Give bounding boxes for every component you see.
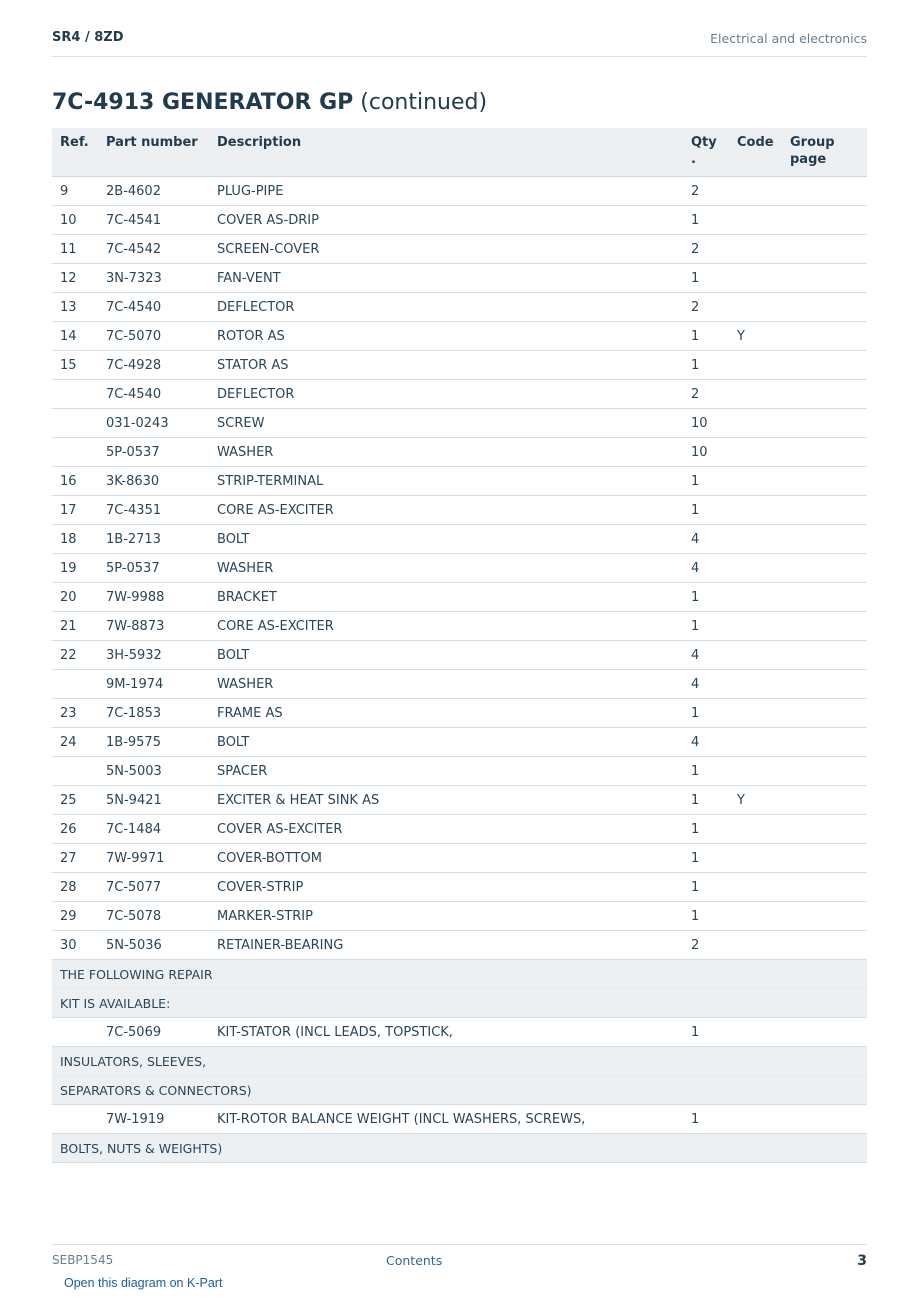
cell-group-page xyxy=(782,351,867,380)
note-row xyxy=(52,1134,867,1163)
cell-group-page xyxy=(782,728,867,757)
cell-part-number: 3N-7323 xyxy=(98,264,209,293)
cell-group-page xyxy=(782,931,867,960)
cell-qty: 1 xyxy=(683,815,729,844)
cell-group-page xyxy=(782,612,867,641)
table-row xyxy=(52,554,867,583)
cell-ref: 30 xyxy=(52,931,98,960)
cell-part-number: 7C-5077 xyxy=(98,873,209,902)
cell-code xyxy=(729,380,782,409)
cell-description: COVER AS-EXCITER xyxy=(209,815,683,844)
table-row xyxy=(52,786,867,815)
table-row xyxy=(52,757,867,786)
column-header-description: Description xyxy=(209,128,683,177)
cell-description: FAN-VENT xyxy=(209,264,683,293)
cell-group-page xyxy=(782,786,867,815)
note-text: KIT IS AVAILABLE: xyxy=(52,989,867,1018)
cell-part-number: 7W-8873 xyxy=(98,612,209,641)
cell-qty: 1 xyxy=(683,351,729,380)
table-row xyxy=(52,612,867,641)
cell-description: FRAME AS xyxy=(209,699,683,728)
cell-qty: 1 xyxy=(683,786,729,815)
cell-group-page xyxy=(782,525,867,554)
cell-qty: 1 xyxy=(683,873,729,902)
cell-part-number: 5N-5036 xyxy=(98,931,209,960)
cell-group-page xyxy=(782,583,867,612)
cell-description: COVER AS-DRIP xyxy=(209,206,683,235)
table-row xyxy=(52,1018,867,1047)
cell-description: STATOR AS xyxy=(209,351,683,380)
cell-ref xyxy=(52,380,98,409)
cell-qty: 2 xyxy=(683,931,729,960)
page-title xyxy=(52,90,487,115)
cell-code xyxy=(729,670,782,699)
table-row xyxy=(52,902,867,931)
document-number: SEBP1545 xyxy=(52,1253,114,1267)
note-text: THE FOLLOWING REPAIR xyxy=(52,960,867,989)
cell-group-page xyxy=(782,844,867,873)
cell-part-number: 7C-4540 xyxy=(98,380,209,409)
cell-group-page xyxy=(782,496,867,525)
cell-part-number: 3H-5932 xyxy=(98,641,209,670)
table-row xyxy=(52,177,867,206)
cell-part-number: 5P-0537 xyxy=(98,554,209,583)
cell-code xyxy=(729,844,782,873)
cell-code xyxy=(729,931,782,960)
cell-code xyxy=(729,699,782,728)
cell-description: STRIP-TERMINAL xyxy=(209,467,683,496)
cell-code xyxy=(729,206,782,235)
cell-part-number: 7C-4928 xyxy=(98,351,209,380)
note-text: BOLTS, NUTS & WEIGHTS) xyxy=(52,1134,867,1163)
cell-description: WASHER xyxy=(209,438,683,467)
cell-code: Y xyxy=(729,786,782,815)
cell-qty: 2 xyxy=(683,293,729,322)
cell-part-number: 5P-0537 xyxy=(98,438,209,467)
cell-description: ROTOR AS xyxy=(209,322,683,351)
section-name: Electrical and electronics xyxy=(710,31,867,46)
cell-qty: 1 xyxy=(683,1018,729,1047)
cell-description: KIT-STATOR (INCL LEADS, TOPSTICK, xyxy=(209,1018,683,1047)
cell-qty: 10 xyxy=(683,409,729,438)
table-row xyxy=(52,380,867,409)
cell-code xyxy=(729,757,782,786)
cell-qty: 2 xyxy=(683,235,729,264)
cell-ref: 19 xyxy=(52,554,98,583)
table-row xyxy=(52,641,867,670)
cell-description: MARKER-STRIP xyxy=(209,902,683,931)
note-row xyxy=(52,1076,867,1105)
cell-qty: 4 xyxy=(683,670,729,699)
cell-code xyxy=(729,525,782,554)
note-row xyxy=(52,960,867,989)
column-header-qty: Qty . xyxy=(683,128,729,177)
cell-code xyxy=(729,873,782,902)
cell-qty: 1 xyxy=(683,757,729,786)
cell-part-number: 7C-4541 xyxy=(98,206,209,235)
cell-description: COVER-BOTTOM xyxy=(209,844,683,873)
table-row xyxy=(52,322,867,351)
cell-part-number: 2B-4602 xyxy=(98,177,209,206)
cell-group-page xyxy=(782,1018,867,1047)
cell-group-page xyxy=(782,902,867,931)
table-row xyxy=(52,467,867,496)
cell-description: BOLT xyxy=(209,525,683,554)
cell-qty: 1 xyxy=(683,264,729,293)
parts-table-body xyxy=(52,177,867,960)
cell-qty: 1 xyxy=(683,496,729,525)
cell-qty: 4 xyxy=(683,641,729,670)
column-header-code: Code xyxy=(729,128,782,177)
cell-ref: 26 xyxy=(52,815,98,844)
table-header-row xyxy=(52,128,867,177)
cell-part-number: 7C-5078 xyxy=(98,902,209,931)
table-row xyxy=(52,931,867,960)
cell-ref xyxy=(52,1105,98,1134)
cell-part-number: 7C-4351 xyxy=(98,496,209,525)
model-label: SR4 / 8ZD xyxy=(52,30,124,45)
table-row xyxy=(52,873,867,902)
table-row xyxy=(52,409,867,438)
cell-description: KIT-ROTOR BALANCE WEIGHT (INCL WASHERS, SCREWS, xyxy=(209,1105,683,1134)
cell-code xyxy=(729,264,782,293)
column-header-part-number: Part number xyxy=(98,128,209,177)
cell-qty: 4 xyxy=(683,554,729,583)
cell-part-number: 3K-8630 xyxy=(98,467,209,496)
table-row xyxy=(52,844,867,873)
cell-group-page xyxy=(782,467,867,496)
table-row xyxy=(52,206,867,235)
cell-ref xyxy=(52,757,98,786)
cell-code xyxy=(729,467,782,496)
cell-part-number: 7W-1919 xyxy=(98,1105,209,1134)
cell-part-number: 7C-5069 xyxy=(98,1018,209,1047)
cell-description: RETAINER-BEARING xyxy=(209,931,683,960)
table-row xyxy=(52,728,867,757)
title-suffix: (continued) xyxy=(360,90,488,115)
cell-ref xyxy=(52,1018,98,1047)
cell-qty: 2 xyxy=(683,380,729,409)
cell-ref: 23 xyxy=(52,699,98,728)
cell-code xyxy=(729,554,782,583)
cell-group-page xyxy=(782,641,867,670)
table-row xyxy=(52,496,867,525)
cell-qty: 2 xyxy=(683,177,729,206)
cell-code xyxy=(729,177,782,206)
kpart-diagram-link[interactable]: Open this diagram on K-Part xyxy=(64,1276,223,1290)
cell-description: BRACKET xyxy=(209,583,683,612)
table-row xyxy=(52,670,867,699)
repair-kit-section xyxy=(52,960,867,1163)
cell-description: PLUG-PIPE xyxy=(209,177,683,206)
title-part: 7C-4913 GENERATOR GP xyxy=(52,90,354,115)
cell-ref: 13 xyxy=(52,293,98,322)
cell-ref xyxy=(52,438,98,467)
cell-description: EXCITER & HEAT SINK AS xyxy=(209,786,683,815)
cell-code xyxy=(729,1018,782,1047)
cell-code xyxy=(729,351,782,380)
cell-part-number: 031-0243 xyxy=(98,409,209,438)
table-row xyxy=(52,815,867,844)
cell-qty: 4 xyxy=(683,728,729,757)
cell-part-number: 9M-1974 xyxy=(98,670,209,699)
cell-group-page xyxy=(782,380,867,409)
cell-group-page xyxy=(782,293,867,322)
cell-description: WASHER xyxy=(209,554,683,583)
cell-group-page xyxy=(782,873,867,902)
cell-code xyxy=(729,1105,782,1134)
cell-part-number: 7W-9971 xyxy=(98,844,209,873)
cell-code xyxy=(729,438,782,467)
page-footer xyxy=(52,1244,867,1275)
cell-group-page xyxy=(782,235,867,264)
cell-qty: 1 xyxy=(683,583,729,612)
cell-description: CORE AS-EXCITER xyxy=(209,612,683,641)
cell-qty: 1 xyxy=(683,902,729,931)
cell-code xyxy=(729,641,782,670)
table-row xyxy=(52,264,867,293)
cell-part-number: 7C-4540 xyxy=(98,293,209,322)
cell-part-number: 7C-1853 xyxy=(98,699,209,728)
page-header xyxy=(52,28,867,57)
cell-qty: 1 xyxy=(683,699,729,728)
note-text: INSULATORS, SLEEVES, xyxy=(52,1047,867,1076)
cell-code: Y xyxy=(729,322,782,351)
cell-description: BOLT xyxy=(209,728,683,757)
cell-description: BOLT xyxy=(209,641,683,670)
cell-group-page xyxy=(782,670,867,699)
cell-qty: 1 xyxy=(683,206,729,235)
cell-part-number: 7C-5070 xyxy=(98,322,209,351)
cell-group-page xyxy=(782,554,867,583)
cell-group-page xyxy=(782,699,867,728)
table-row xyxy=(52,351,867,380)
cell-group-page xyxy=(782,409,867,438)
cell-qty: 1 xyxy=(683,322,729,351)
cell-description: SPACER xyxy=(209,757,683,786)
contents-link[interactable]: Contents xyxy=(386,1253,443,1268)
cell-ref: 9 xyxy=(52,177,98,206)
cell-group-page xyxy=(782,206,867,235)
cell-ref: 20 xyxy=(52,583,98,612)
page-number: 3 xyxy=(857,1253,867,1269)
cell-qty: 1 xyxy=(683,467,729,496)
cell-part-number: 5N-9421 xyxy=(98,786,209,815)
note-row xyxy=(52,1047,867,1076)
note-text: SEPARATORS & CONNECTORS) xyxy=(52,1076,867,1105)
table-row xyxy=(52,583,867,612)
cell-code xyxy=(729,583,782,612)
cell-group-page xyxy=(782,1105,867,1134)
cell-ref: 14 xyxy=(52,322,98,351)
cell-ref: 18 xyxy=(52,525,98,554)
column-header-group-page: Group page xyxy=(782,128,867,177)
cell-ref: 10 xyxy=(52,206,98,235)
cell-part-number: 7W-9988 xyxy=(98,583,209,612)
table-row xyxy=(52,293,867,322)
cell-code xyxy=(729,496,782,525)
cell-group-page xyxy=(782,177,867,206)
table-row xyxy=(52,235,867,264)
cell-ref: 11 xyxy=(52,235,98,264)
cell-qty: 10 xyxy=(683,438,729,467)
cell-group-page xyxy=(782,815,867,844)
cell-description: DEFLECTOR xyxy=(209,380,683,409)
cell-code xyxy=(729,293,782,322)
cell-description: WASHER xyxy=(209,670,683,699)
cell-code xyxy=(729,409,782,438)
cell-group-page xyxy=(782,264,867,293)
cell-description: COVER-STRIP xyxy=(209,873,683,902)
cell-ref: 25 xyxy=(52,786,98,815)
cell-ref: 16 xyxy=(52,467,98,496)
cell-ref: 21 xyxy=(52,612,98,641)
cell-ref: 27 xyxy=(52,844,98,873)
cell-code xyxy=(729,815,782,844)
note-row xyxy=(52,989,867,1018)
cell-part-number: 1B-2713 xyxy=(98,525,209,554)
cell-group-page xyxy=(782,322,867,351)
cell-ref: 22 xyxy=(52,641,98,670)
cell-ref xyxy=(52,670,98,699)
cell-group-page xyxy=(782,438,867,467)
cell-description: CORE AS-EXCITER xyxy=(209,496,683,525)
cell-part-number: 7C-4542 xyxy=(98,235,209,264)
cell-code xyxy=(729,612,782,641)
cell-code xyxy=(729,728,782,757)
table-row xyxy=(52,1105,867,1134)
cell-description: DEFLECTOR xyxy=(209,293,683,322)
cell-part-number: 5N-5003 xyxy=(98,757,209,786)
cell-code xyxy=(729,902,782,931)
cell-ref: 24 xyxy=(52,728,98,757)
column-header-ref: Ref. xyxy=(52,128,98,177)
table-row xyxy=(52,438,867,467)
cell-code xyxy=(729,235,782,264)
cell-part-number: 7C-1484 xyxy=(98,815,209,844)
parts-table xyxy=(52,128,867,1163)
cell-qty: 1 xyxy=(683,612,729,641)
cell-qty: 1 xyxy=(683,1105,729,1134)
cell-ref: 29 xyxy=(52,902,98,931)
cell-ref xyxy=(52,409,98,438)
cell-description: SCREEN-COVER xyxy=(209,235,683,264)
table-row xyxy=(52,699,867,728)
cell-ref: 12 xyxy=(52,264,98,293)
table-row xyxy=(52,525,867,554)
cell-description: SCREW xyxy=(209,409,683,438)
cell-ref: 17 xyxy=(52,496,98,525)
cell-ref: 15 xyxy=(52,351,98,380)
cell-qty: 4 xyxy=(683,525,729,554)
cell-ref: 28 xyxy=(52,873,98,902)
cell-part-number: 1B-9575 xyxy=(98,728,209,757)
cell-qty: 1 xyxy=(683,844,729,873)
cell-group-page xyxy=(782,757,867,786)
